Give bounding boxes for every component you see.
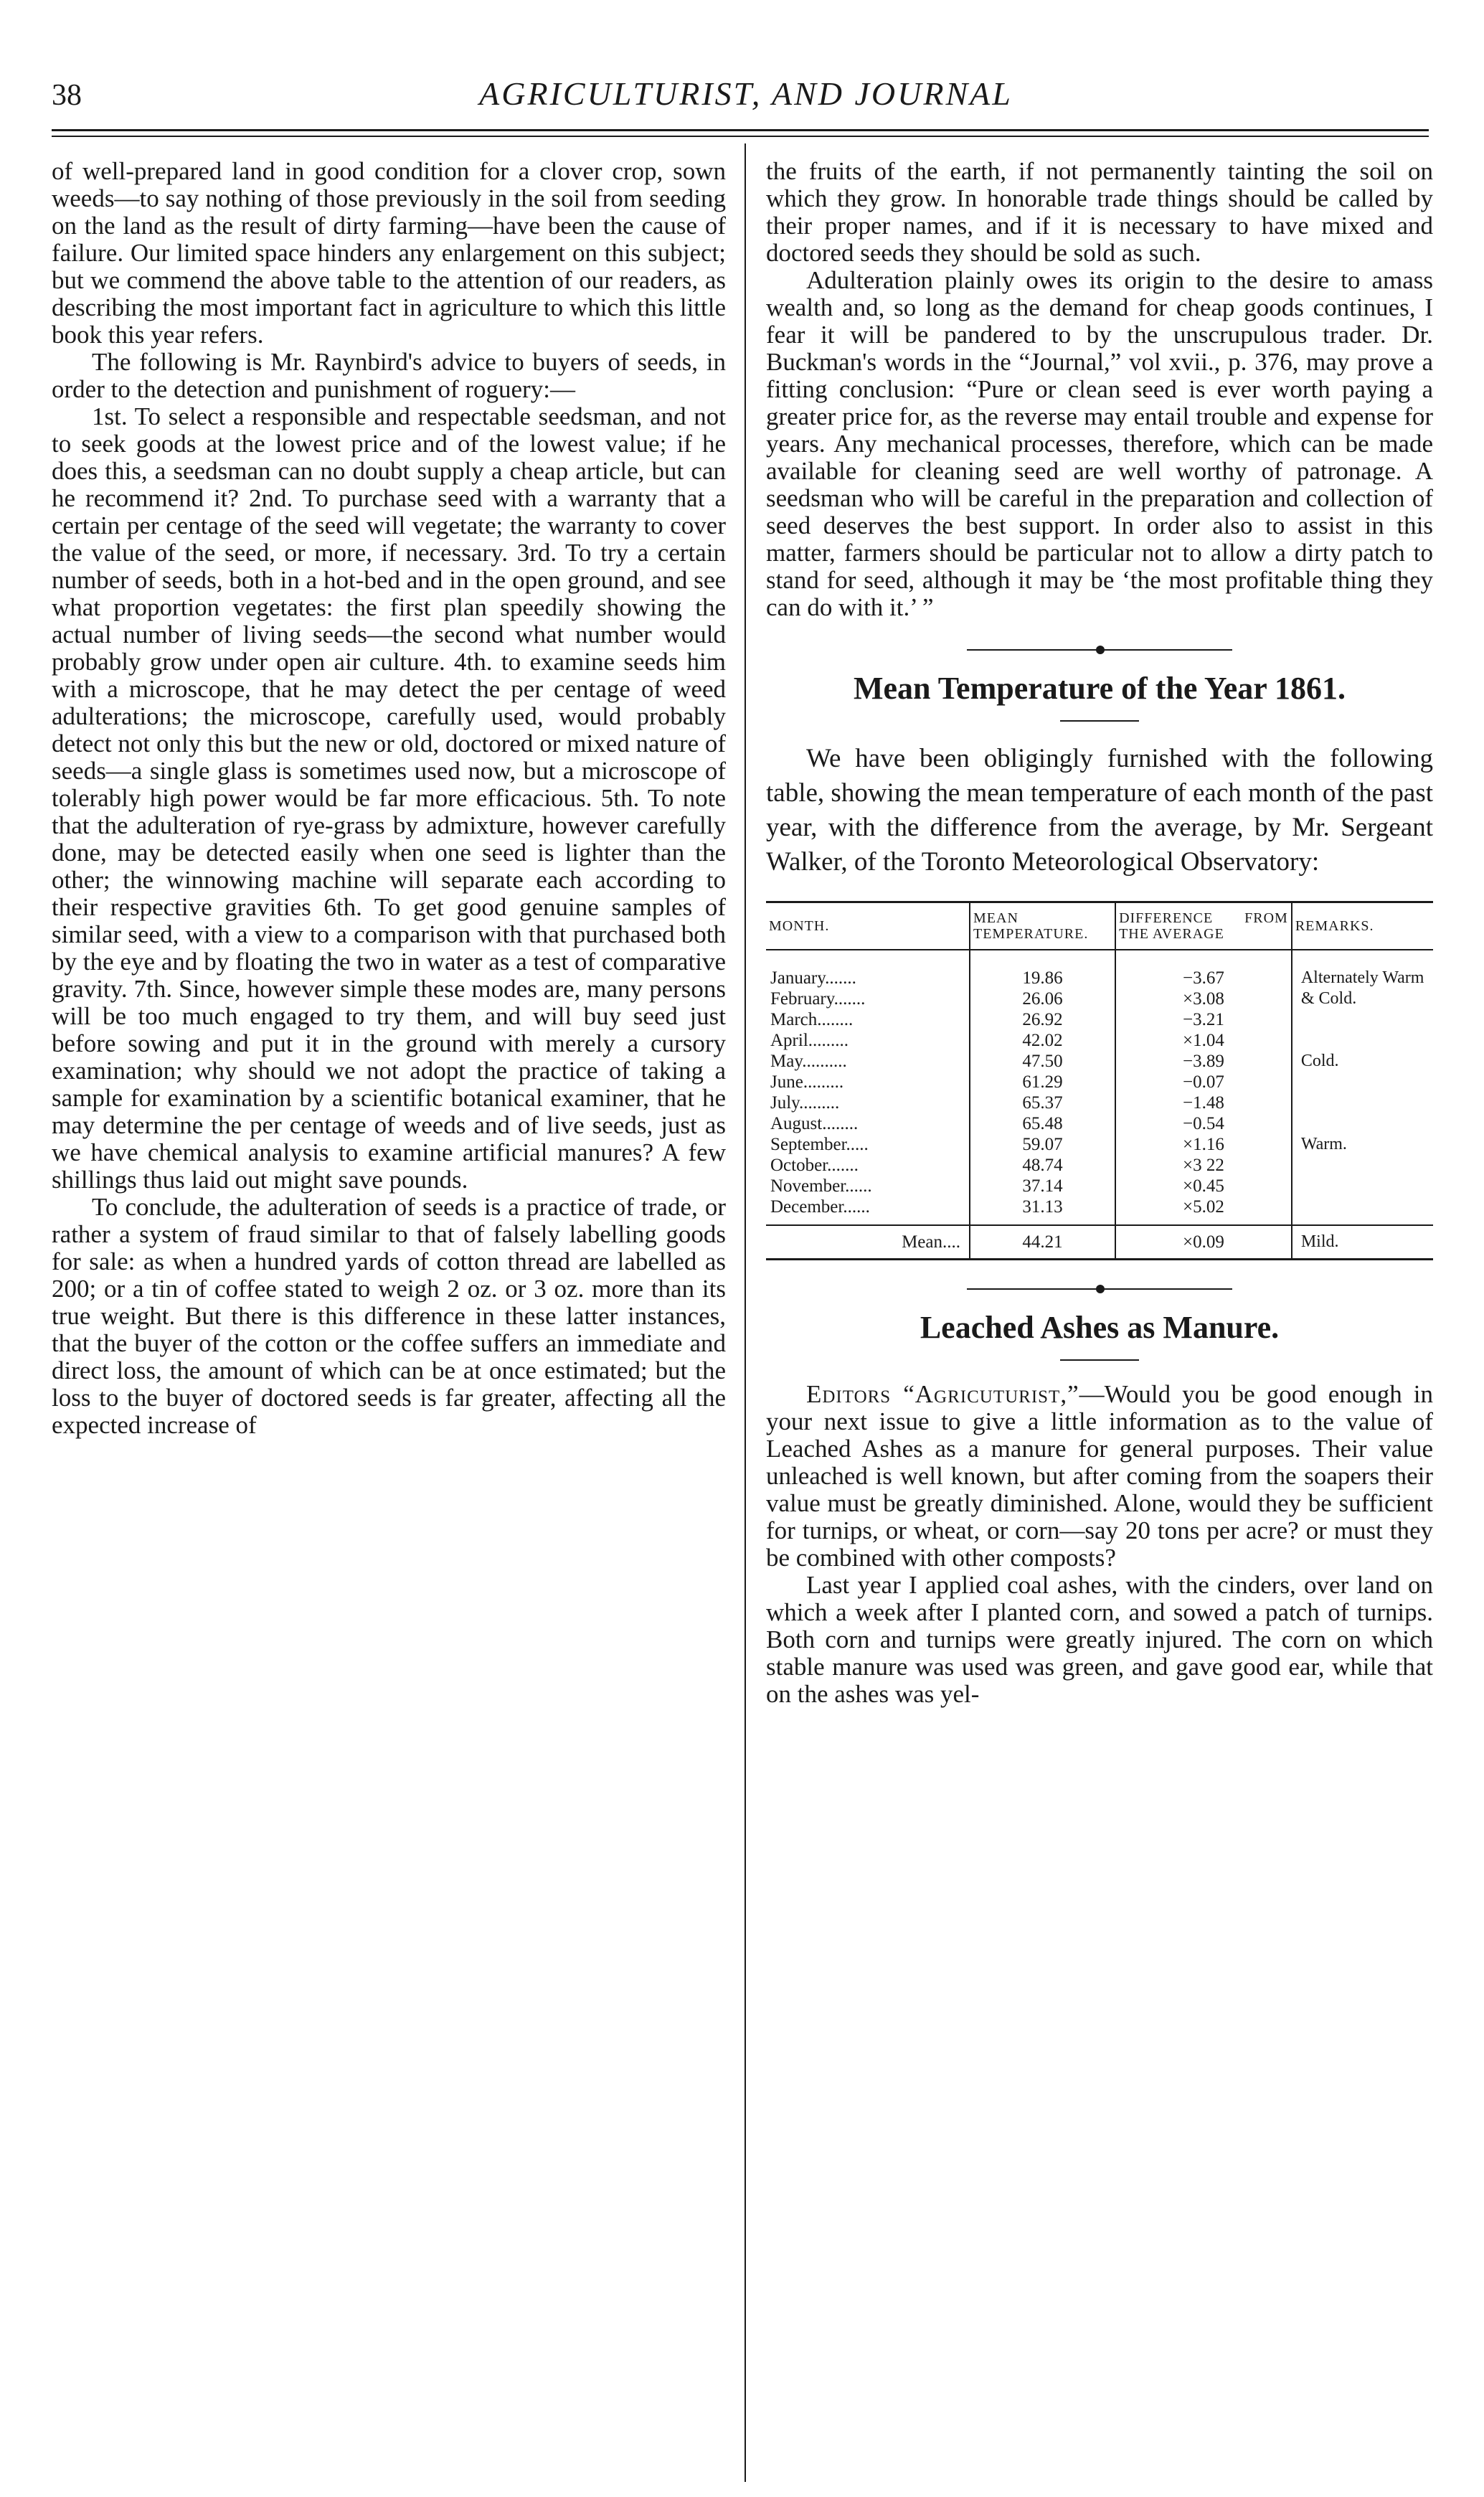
month-cell: November...... (770, 1176, 872, 1196)
difference-cell: ×5.02 (1115, 1196, 1292, 1225)
ashes-section-title: Leached Ashes as Manure. (920, 1310, 1280, 1345)
footer-month-cell: Mean.... (766, 1225, 970, 1260)
temperature-intro: We have been obligingly furnished with the following table, showing the mean temperature of each month of the past year, with the difference from the average, by Mr. Sergeant Walker, of the Toronto Meteorological Observatory: (766, 744, 1433, 877)
mean-cell: 42.02 (970, 1030, 1115, 1051)
table-row (766, 1134, 1433, 1155)
difference-cell: ×3 22 (1115, 1155, 1292, 1176)
difference-cell: −0.07 (1115, 1072, 1292, 1092)
temperature-section-title: Mean Temperature of the Year 1861. (854, 671, 1346, 706)
difference-cell: −0.54 (1115, 1113, 1292, 1134)
header-difference: DIFFERENCE FROM THE AVERAGE (1115, 902, 1292, 950)
left-paragraph: of well-prepared land in good condition for a clover crop, sown weeds—to say nothing of those previously in the soil from seeding on the land as the result of dirty farming—have been the cause of failure. Our limited space hinders any enlargement on this subject; but we commend the above table to the attention of our readers, as describing the most important fact in agriculture to which this little book this year refers. (52, 158, 726, 349)
right-column (766, 158, 1433, 2468)
month-cell: July......... (770, 1093, 840, 1113)
month-cell: August........ (770, 1114, 859, 1133)
mean-cell: 37.14 (970, 1176, 1115, 1196)
difference-cell: ×1.16 (1115, 1134, 1292, 1155)
right-paragraph: Adulteration plainly owes its origin to the desire to amass wealth and, so long as the demand for cheap goods continues, I fear it will be pandered to by the unscrupulous trader. Dr. Buckman's words in the “Journal,” vol xvii., p. 376, may prove a fitting conclusion: “Pure or clean seed is ever worth paying a greater price for, as the reverse may entail trouble and expense for years. Any mechanical processes, therefore, which can be made available for cleaning seed are well worthy of patronage. A seedsman who will be careful in the preparation and collection of seed deserves the best support. In order also to assist in this matter, farmers should be particular not to allow a dirty patch to stand for seed, although it may be ‘the most profitable thing they can do with it.’ ” (766, 266, 1433, 621)
letter-salutation: Editors “Agricuturist,” (806, 1380, 1079, 1408)
mean-cell: 61.29 (970, 1072, 1115, 1092)
mean-cell: 31.13 (970, 1196, 1115, 1225)
remarks-cell: Cold. (1292, 1051, 1433, 1134)
table-footer-row (766, 1225, 1433, 1260)
difference-cell: −3.89 (1115, 1051, 1292, 1072)
footer-difference-cell: ×0.09 (1115, 1225, 1292, 1260)
table-row (766, 950, 1433, 988)
month-cell: January....... (770, 968, 856, 988)
remarks-cell: Alternately Warm & Cold. (1292, 950, 1433, 1051)
month-cell: March........ (770, 1010, 854, 1029)
section-ornament (967, 1285, 1232, 1293)
difference-cell: −3.67 (1115, 950, 1292, 988)
page-number: 38 (52, 79, 82, 112)
title-underline (1060, 1359, 1139, 1361)
mean-cell: 26.06 (970, 988, 1115, 1009)
mean-cell: 19.86 (970, 950, 1115, 988)
left-paragraph: The following is Mr. Raynbird's advice to buyers of seeds, in order to the detection and punishment of roguery:— (52, 348, 726, 403)
left-paragraph: To conclude, the adulteration of seeds is a practice of trade, or rather a system of fraud similar to that of falsely labelling goods for sale: as when a hundred yards of cotton thread are labelled as 200; or a tin of coffee stated to weigh 2 oz. or 3 oz. more than its true weight. But there is this difference in these latter instances, that the buyer of the cotton or the coffee suffers an immediate and direct loss, the amount of which can be at once estimated; but the loss to the buyer of doctored seeds is far greater, affecting all the expected increase of (52, 1193, 726, 1439)
letter-body: —Would you be good enough in your next issue to give a little information as to the value of Leached Ashes as a manure for general purposes. Their value unleached is well known, but after coming from the soapers their value must be greatly diminished. Alone, would they be sufficient for turnips, or wheat, or corn—say 20 tons per acre? or must they be combined with other composts? (766, 1380, 1433, 1572)
month-cell: October....... (770, 1156, 859, 1175)
title-underline (1060, 720, 1139, 722)
footer-mean-cell: 44.21 (970, 1225, 1115, 1260)
month-cell: February....... (770, 989, 866, 1009)
difference-cell: −1.48 (1115, 1092, 1292, 1113)
table-header-row (766, 902, 1433, 950)
difference-cell: ×1.04 (1115, 1030, 1292, 1051)
header-remarks: REMARKS. (1292, 902, 1433, 950)
month-cell: September..... (770, 1135, 869, 1154)
section-ornament (967, 646, 1232, 654)
mean-cell: 65.48 (970, 1113, 1115, 1134)
right-paragraph: the fruits of the earth, if not permanently tainting the soil on which they grow. In honorable trade things should be called by their proper names, and if it is necessary to have mixed and doctored seeds they should be sold as such. (766, 158, 1433, 267)
header-rule-top (52, 129, 1429, 131)
difference-cell: −3.21 (1115, 1009, 1292, 1030)
table-row (766, 1051, 1433, 1072)
footer-remarks-cell: Mild. (1292, 1225, 1433, 1260)
header-rule-bottom (52, 136, 1429, 137)
temperature-table (766, 901, 1433, 1260)
difference-cell: ×0.45 (1115, 1176, 1292, 1196)
mean-cell: 48.74 (970, 1155, 1115, 1176)
letter-paragraph: Last year I applied coal ashes, with the cinders, over land on which a week after I planted corn, and sowed a patch of turnips. Both corn and turnips were greatly injured. The corn on which stable manure was used was green, and gave good ear, while that on the ashes was yel- (766, 1571, 1433, 1708)
letter-paragraph (766, 1381, 1433, 1572)
mean-cell: 65.37 (970, 1092, 1115, 1113)
month-cell: June......... (770, 1072, 844, 1092)
column-divider (745, 143, 746, 2482)
running-head: AGRICULTURIST, AND JOURNAL (479, 75, 1013, 112)
left-column (52, 158, 726, 2468)
mean-cell: 26.92 (970, 1009, 1115, 1030)
difference-cell: ×3.08 (1115, 988, 1292, 1009)
month-cell: April......... (770, 1031, 849, 1050)
header-mean: MEAN TEMPERATURE. (970, 902, 1115, 950)
month-cell: May.......... (770, 1052, 847, 1071)
left-paragraph: 1st. To select a responsible and respectable seedsman, and not to seek goods at the lowest price and of the lowest value; if he does this, a seedsman can no doubt supply a cheap article, but can he recommend it? 2nd. To purchase seed with a warranty that a certain per centage of the seed will vegetate; the warranty to cover the value of the seed, or more, if necessary. 3rd. To try a certain number of seeds, both in a hot-bed and in the open ground, and see what proportion vegetates: the first plan speedily showing the actual number of living seeds—the second what number would probably grow under open air culture. 4th. to examine seeds him with a microscope, that he may detect the per centage of weed adulterations; the microscope, carefully used, would probably detect not only this but the new or old, doctored or mixed nature of seeds—a single glass is sometimes used now, but a microscope of tolerably high power would be far more efficacious. 5th. To note that the adulteration of rye-grass by admixture, however carefully done, may be detected easily when one seed is lighter than the other; the winnowing machine will separate each according to their respective gravities 6th. To get good genuine samples of similar seed, with a view to a comparison with that purchased both by the eye and by floating the two in water as a test of comparative gravity. 7th. Since, however simple these modes are, many persons will be too much engaged to try them, and will buy seed just before sowing and put it in the ground with merely a cursory examination; why should we not adopt the practice of taking a sample for examination by a scientific botanical examiner, that he may determine the per centage of weeds and of live seeds, just as we have chemical analysis to examine artificial manures? A few shillings thus laid out might save pounds. (52, 402, 726, 1194)
header-month: MONTH. (766, 902, 970, 950)
remarks-cell: Warm. (1292, 1134, 1433, 1225)
month-cell: December...... (770, 1197, 870, 1217)
mean-cell: 59.07 (970, 1134, 1115, 1155)
mean-cell: 47.50 (970, 1051, 1115, 1072)
